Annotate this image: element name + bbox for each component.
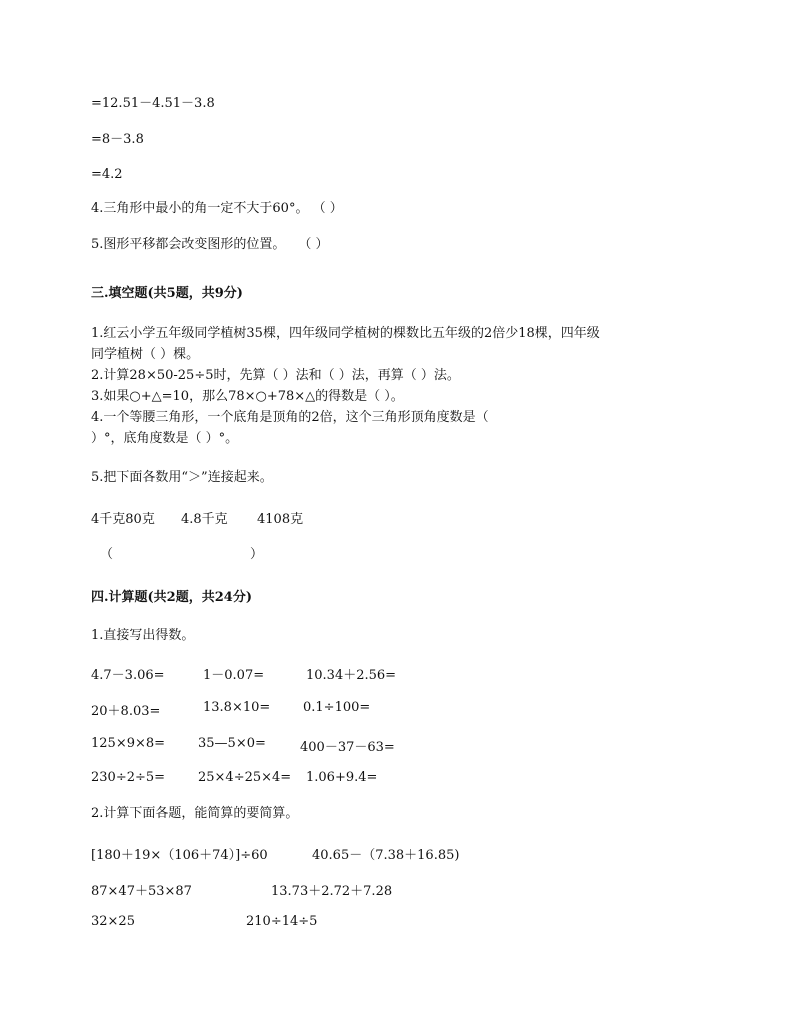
answer-paren-close: ） — [250, 547, 264, 562]
mental-calc-item: 35—5×0= — [198, 736, 266, 751]
mental-calc-item: 1.06+9.4= — [306, 770, 378, 785]
work-line-1: =12.51－4.51－3.8 — [91, 96, 215, 111]
calc-item: [180＋19×（106＋74）]÷60 — [91, 848, 268, 863]
fill-question-4-line-1: 4.一个等腰三角形，一个底角是顶角的2倍，这个三角形顶角度数是（ — [91, 410, 489, 425]
fill-question-5: 5.把下面各数用“＞”连接起来。 — [91, 470, 273, 485]
fill-question-1-line-2: 同学植树（ ）棵。 — [91, 347, 200, 362]
mental-calc-item: 0.1÷100= — [303, 700, 371, 715]
mental-calc-item: 20＋8.03= — [91, 704, 161, 719]
judge-question-5: 5.图形平移都会改变图形的位置。 （ ） — [91, 237, 329, 252]
mental-calc-item: 10.34＋2.56= — [306, 668, 397, 683]
fill-question-3: 3.如果○+△=10，那么78×○+78×△的得数是（ ）。 — [91, 389, 404, 404]
calc-question-2: 2.计算下面各题，能简算的要简算。 — [91, 806, 299, 821]
work-line-3: =4.2 — [91, 167, 123, 182]
work-line-2: =8－3.8 — [91, 132, 144, 147]
section-heading-fill-blank: 三.填空题(共5题，共9分) — [91, 286, 243, 301]
section-heading-calculation: 四.计算题(共2题，共24分) — [91, 590, 252, 605]
calc-item: 87×47＋53×87 — [91, 884, 192, 899]
answer-paren-open: （ — [100, 547, 114, 562]
compare-item: 4108克 — [257, 512, 304, 527]
mental-calc-item: 230÷2÷5= — [91, 770, 166, 785]
fill-question-1-line-1: 1.红云小学五年级同学植树35棵，四年级同学植树的棵数比五年级的2倍少18棵，四年级 — [91, 326, 600, 341]
calc-item: 210÷14÷5 — [246, 914, 318, 929]
mental-calc-item: 1－0.07= — [203, 668, 265, 683]
mental-calc-item: 400－37－63= — [300, 740, 395, 755]
fill-question-2: 2.计算28×50-25÷5时，先算（ ）法和（ ）法，再算（ ）法。 — [91, 368, 460, 383]
compare-item: 4.8千克 — [181, 512, 228, 527]
mental-calc-item: 13.8×10= — [203, 700, 271, 715]
calc-question-1: 1.直接写出得数。 — [91, 628, 195, 643]
mental-calc-item: 125×9×8= — [91, 736, 166, 751]
calc-item: 40.65－（7.38＋16.85) — [312, 848, 460, 863]
fill-question-4-line-2: ）°，底角度数是（ ）°。 — [91, 431, 239, 446]
mental-calc-item: 25×4÷25×4= — [198, 770, 292, 785]
compare-item: 4千克80克 — [91, 512, 155, 527]
calc-item: 13.73＋2.72＋7.28 — [271, 884, 393, 899]
calc-item: 32×25 — [91, 914, 135, 929]
judge-question-4: 4.三角形中最小的角一定不大于60°。 （ ） — [91, 201, 343, 216]
mental-calc-item: 4.7－3.06= — [91, 668, 165, 683]
